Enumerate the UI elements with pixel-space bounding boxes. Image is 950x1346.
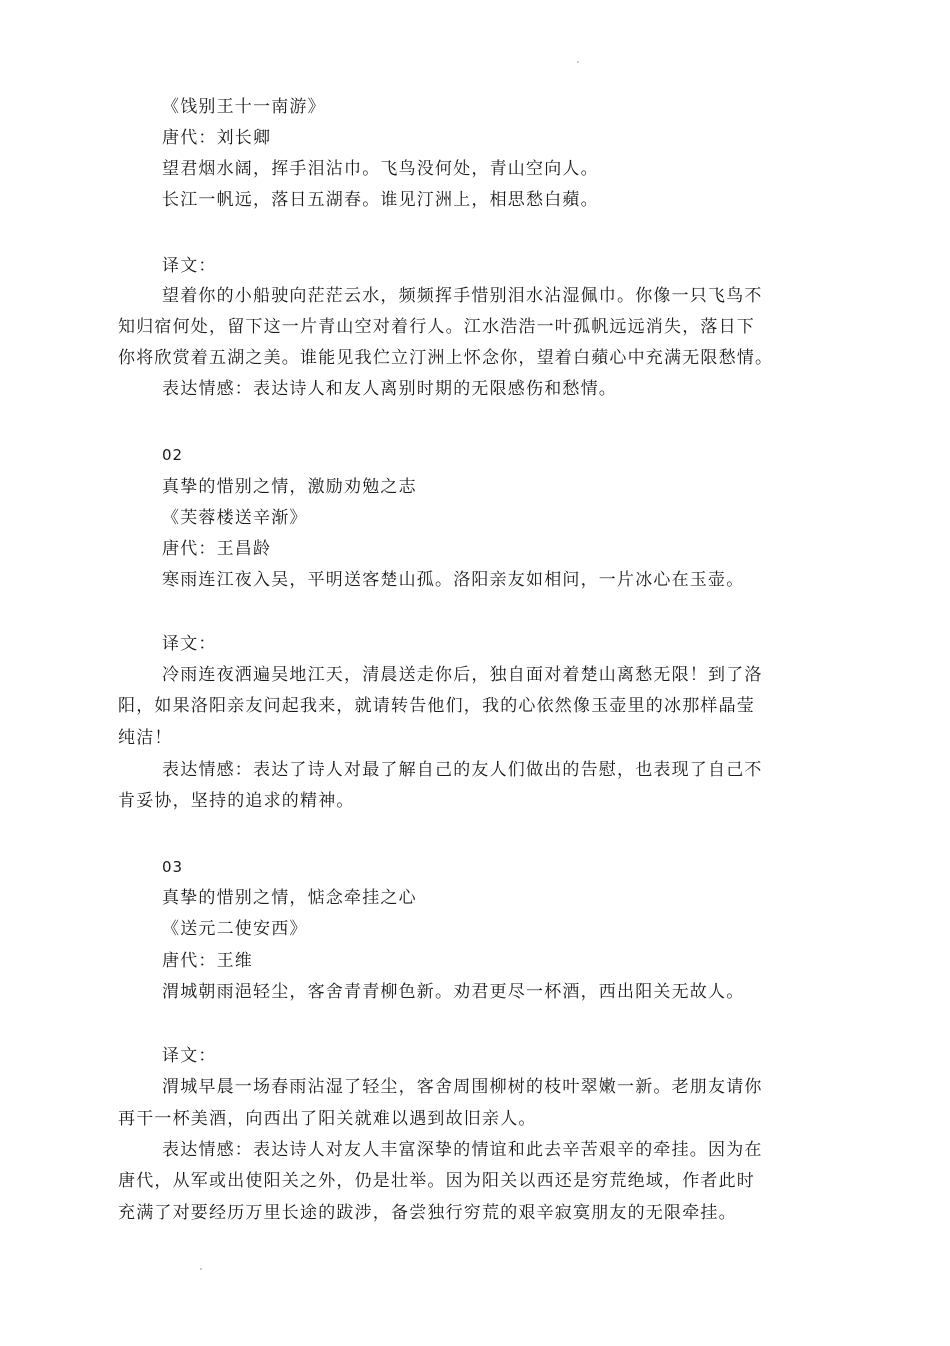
poem-line: 渭城朝雨浥轻尘，客舍青青柳色新。劝君更尽一杯酒，西出阳关无故人。 (162, 982, 745, 1002)
emotion-line: 表达情感：表达了诗人对最了解自己的友人们做出的告慰，也表现了自己不 (162, 760, 763, 780)
section-number: 03 (162, 858, 184, 876)
translation-label: 译文： (162, 256, 217, 276)
translation-label: 译文： (162, 1046, 217, 1066)
scan-dot-bottom (200, 1268, 202, 1270)
emotion-line: 表达情感：表达诗人对友人丰富深挚的情谊和此去辛苦艰辛的牵挂。因为在 (162, 1140, 763, 1160)
translation-line: 你将欣赏着五湖之美。谁能见我伫立汀洲上怀念你，望着白蘋心中充满无限愁情。 (118, 348, 774, 368)
poem-author: 唐代：王昌龄 (162, 539, 272, 559)
emotion-line: 肯妥协，坚持的追求的精神。 (118, 791, 355, 811)
scan-dot-top (577, 61, 579, 63)
translation-line: 阳，如果洛阳亲友问起我来，就请转告他们，我的心依然像玉壶里的冰那样晶莹 (118, 696, 755, 716)
translation-line: 渭城早晨一场春雨沾湿了轻尘，客舍周围柳树的枝叶翠嫩一新。老朋友请你 (162, 1077, 763, 1097)
translation-line: 望着你的小船驶向茫茫云水，频频挥手惜别泪水沾湿佩巾。你像一只飞鸟不 (162, 286, 763, 306)
poem-title: 《送元二使安西》 (162, 919, 308, 939)
translation-label: 译文： (162, 634, 217, 654)
translation-line: 冷雨连夜洒遍吴地江天，清晨送走你后，独自面对着楚山离愁无限！到了洛 (162, 665, 763, 685)
section-heading: 真挚的惜别之情，激励劝勉之志 (162, 477, 417, 497)
poem-line: 寒雨连江夜入吴，平明送客楚山孤。洛阳亲友如相问，一片冰心在玉壶。 (162, 570, 745, 590)
translation-line: 再干一杯美酒，向西出了阳关就难以遇到故旧亲人。 (118, 1109, 537, 1129)
poem-author: 唐代：刘长卿 (162, 128, 272, 148)
emotion-line: 充满了对要经历万里长途的跋涉，备尝独行穷荒的艰辛寂寞朋友的无限牵挂。 (118, 1203, 737, 1223)
poem-title: 《芙蓉楼送辛渐》 (162, 508, 308, 528)
section-number: 02 (162, 446, 184, 464)
translation-line: 知归宿何处，留下这一片青山空对着行人。江水浩浩一叶孤帆远远消失，落日下 (118, 317, 755, 337)
section-heading: 真挚的惜别之情，惦念牵挂之心 (162, 888, 417, 908)
translation-line: 纯洁！ (118, 728, 173, 748)
poem-author: 唐代：王维 (162, 951, 253, 971)
emotion-line: 唐代，从军或出使阳关之外，仍是壮举。因为阳关以西还是穷荒绝域，作者此时 (118, 1171, 755, 1191)
poem-line: 望君烟水阔，挥手泪沾巾。飞鸟没何处，青山空向人。 (162, 159, 599, 179)
poem-title: 《饯别王十一南游》 (162, 97, 326, 117)
emotion-line: 表达情感：表达诗人和友人离别时期的无限感伤和愁情。 (162, 379, 617, 399)
poem-line: 长江一帆远，落日五湖春。谁见汀洲上，相思愁白蘋。 (162, 190, 599, 210)
